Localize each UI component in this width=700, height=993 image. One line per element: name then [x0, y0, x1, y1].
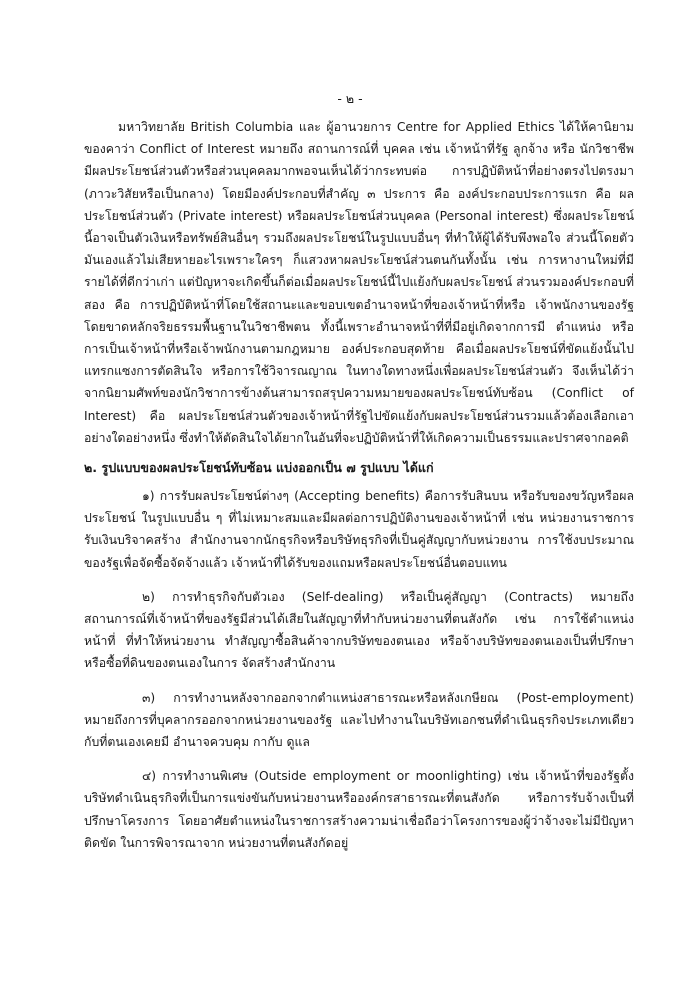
- page-number: - ๒ -: [337, 91, 363, 106]
- list-item-3: ๓) การทำงานหลังจากออกจากตำแหน่งสาธารณะหรือหลังเกษียณ (Post-employment) หมายถึงการที่บุคลากรออกจากหน่วยงานของรัฐ และไปทำงานในบริษัทเอกชนที่ดำเนินธุรกิจประเภทเดียวกับที่ตนเองเคยมี อำนาจควบคุม กากับ ดูแล: [84, 690, 634, 750]
- section-heading: ๒. รูปแบบของผลประโยชน์ทับซ้อน แบ่งออกเป็น ๗ รูปแบบ ได้แก่: [84, 460, 434, 476]
- list-item-1: ๑) การรับผลประโยชน์ต่างๆ (Accepting benefits) คือการรับสินบน หรือรับของขวัญหรือผลประโยชน์ ในรูปแบบอื่น ๆ ที่ไม่เหมาะสมและมีผลต่อการปฏิบัติงานของเจ้าหน้าที่ เช่น หน่วยงานราชการรับเงินบริจาคสร้าง สำนักงานจากนักธุรกิจหรือบริษัทธุรกิจที่เป็นคู่สัญญากับหน่วยงาน การใช้งบประมาณของรัฐเพื่อจัดซื้อจัดจ้างแล้ว เจ้าหน้าที่ได้รับของแถมหรือผลประโยชน์อื่นตอบแทน: [84, 489, 634, 570]
- list-item-4: ๔) การทำงานพิเศษ (Outside employment or moonlighting) เช่น เจ้าหน้าที่ของรัฐตั้งบริษัทดำเนินธุรกิจที่เป็นการแข่งขันกับหน่วยงานหรือองค์กรสาธารณะที่ตนสังกัด หรือการรับจ้างเป็นที่ปรึกษาโครงการ โดยอาศัยตำแหน่งในราชการสร้างความน่าเชื่อถือว่าโครงการของผู้ว่าจ้างจะไม่มีปัญหาติดขัด ในการพิจารณาจาก หน่วยงานที่ตนสังกัดอยู่: [84, 769, 634, 850]
- list-item-2: ๒) การทำธุรกิจกับตัวเอง (Self-dealing) หรือเป็นคู่สัญญา (Contracts) หมายถึง สถานการณ์ที่เจ้าหน้าที่ของรัฐมีส่วนได้เสียในสัญญาที่ทำกับหน่วยงานที่ตนสังกัด เช่น การใช้ตำแหน่งหน้าที่ ที่ทำให้หน่วยงาน ทำสัญญาซื้อสินค้าจากบริษัทของตนเอง หรือจ้างบริษัทของตนเองเป็นที่ปรึกษา หรือซื้อที่ดินของตนเองในการ จัดสร้างสำนักงาน: [84, 589, 634, 671]
- intro-paragraph: มหาวิทยาลัย British Columbia และ ผู้อานวยการ Centre for Applied Ethics ได้ให้คานิยามของคาว่า Conflict of Interest หมายถึง สถานการณ์ที่ บุคคล เช่น เจ้าหน้าที่รัฐ ลูกจ้าง หรือ นักวิชาชีพ มีผลประโยชน์ส่วนตัวหรือส่วนบุคคลมากพอจนเห็นได้ว่ากระทบต่อ การปฏิบัติหน้าที่อย่างตรงไปตรงมา (ภาวะวิสัยหรือเป็นกลาง) โดยมีองค์ประกอบที่สำคัญ ๓ ประการ คือ องค์ประกอบประการแรก คือ ผลประโยชน์ส่วนตัว (Private interest) หรือผลประโยชน์ส่วนบุคคล (Personal interest) ซึ่งผลประโยชน์นี้อาจเป็นตัวเงินหรือทรัพย์สินอื่นๆ รวมถึงผลประโยชน์ในรูปแบบอื่นๆ ที่ทำให้ผู้ได้รับพึงพอใจ ส่วนนี้โดยตัวมันเองแล้วไม่เสียหายอะไรเพราะใครๆ ก็แสวงหาผลประโยชน์ส่วนตนกันทั้งนั้น เช่น การหางานใหม่ที่มีรายได้ที่ดีกว่าเก่า แต่ปัญหาจะเกิดขึ้นก็ต่อเมื่อผลประโยชน์นี้ไปแย้งกับผลประโยชน์ ส่วนรวมองค์ประกอบที่สอง คือ การปฏิบัติหน้าที่โดยใช้สถานะและขอบเขตอำนาจหน้าที่ของเจ้าหน้าที่หรือ เจ้าพนักงานของรัฐโดยขาดหลักจริยธรรมพื้นฐานในวิชาชีพตน ทั้งนี้เพราะอำนาจหน้าที่ที่มีอยู่เกิดจากการมี ตำแหน่ง หรือการเป็นเจ้าหน้าที่หรือเจ้าพนักงานตามกฎหมาย องค์ประกอบสุดท้าย คือเมื่อผลประโยชน์ที่ขัดแย้งนั้นไปแทรกแซงการตัดสินใจ หรือการใช้วิจารณญาณ ในทางใดทางหนึ่งเพื่อผลประโยชน์ส่วนตัว จึงเห็นได้ว่าจากนิยามศัพท์ของนักวิชาการข้างต้นสามารถสรุปความหมายของผลประโยชน์ทับซ้อน (Conflict of Interest) คือ ผลประโยชน์ส่วนตัวของเจ้าหน้าที่รัฐไปขัดแย้งกับผลประโยชน์ส่วนรวมแล้วต้องเลือกเอา อย่างใดอย่างหนึ่ง ซึ่งทำให้ตัดสินใจได้ยากในอันที่จะปฏิบัติหน้าที่ให้เกิดความเป็นธรรมและปราศจากอคติ: [84, 120, 634, 445]
